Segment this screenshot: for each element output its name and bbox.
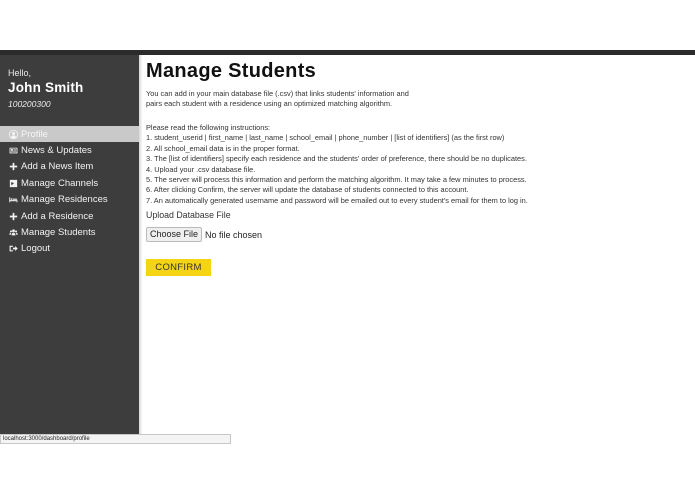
instructions bbox=[146, 123, 528, 206]
sidebar-item-news-updates[interactable] bbox=[0, 142, 139, 158]
instruction-item: 3. The [list of identifiers] specify each residence and the students' order of preference, there should be no duplicates. bbox=[146, 154, 527, 164]
bed-icon bbox=[8, 195, 18, 205]
file-input bbox=[146, 227, 262, 242]
plus-icon bbox=[8, 162, 18, 172]
channel-icon bbox=[8, 178, 18, 188]
intro-line: pairs each student with a residence using an optimized matching algorithm. bbox=[146, 99, 393, 109]
choose-file-button[interactable]: Choose File bbox=[146, 227, 202, 242]
instruction-item: 7. An automatically generated username and password will be emailed out to every student's email for them to log in. bbox=[146, 195, 528, 205]
user-id: 100200300 bbox=[8, 99, 51, 109]
page-title: Manage Students bbox=[146, 60, 317, 82]
users-icon bbox=[8, 228, 18, 238]
sidebar-item-label: Manage Residences bbox=[21, 194, 108, 206]
instruction-item: 4. Upload your .csv database file. bbox=[146, 164, 256, 174]
sidebar-item-label: Add a Residence bbox=[21, 210, 94, 222]
sidebar-item-label: Manage Students bbox=[21, 227, 96, 239]
sidebar-item-manage-residences[interactable] bbox=[0, 192, 139, 208]
user-circle-icon bbox=[8, 129, 18, 139]
sidebar-item-manage-students[interactable] bbox=[0, 224, 139, 240]
file-status: No file chosen bbox=[205, 229, 263, 240]
sidebar-item-logout[interactable] bbox=[0, 241, 139, 257]
sidebar bbox=[0, 55, 139, 434]
user-name: John Smith bbox=[8, 80, 84, 95]
intro-text bbox=[146, 89, 446, 110]
instructions-heading: Please read the following instructions: bbox=[146, 123, 271, 132]
sidebar-item-label: Profile bbox=[21, 128, 48, 140]
greeting: Hello, bbox=[8, 68, 32, 78]
sidebar-item-label: Manage Channels bbox=[21, 177, 99, 189]
sidebar-item-label: News & Updates bbox=[21, 145, 92, 157]
instruction-item: 5. The server will process this information and perform the matching algorithm. It may take a few minutes to process. bbox=[146, 174, 527, 184]
instruction-item: 1. student_userid | first_name | last_name | school_email | phone_number | [list of identifiers] (as the first row) bbox=[146, 133, 505, 143]
plus-icon bbox=[8, 211, 18, 221]
sidebar-nav bbox=[0, 126, 139, 257]
sidebar-item-label: Logout bbox=[21, 243, 51, 255]
upload-label: Upload Database File bbox=[146, 210, 231, 220]
sidebar-item-profile[interactable] bbox=[0, 126, 139, 142]
sidebar-item-manage-channels[interactable] bbox=[0, 175, 139, 191]
confirm-button[interactable]: CONFIRM bbox=[146, 259, 211, 276]
instruction-item: 6. After clicking Confirm, the server will update the database of students connected to this account. bbox=[146, 185, 469, 195]
sidebar-item-label: Add a News Item bbox=[21, 161, 94, 173]
sidebar-item-add-news[interactable] bbox=[0, 159, 139, 175]
newspaper-icon bbox=[8, 146, 18, 156]
intro-line: You can add in your main database file (.csv) that links students' information and bbox=[146, 89, 409, 98]
sign-out-icon bbox=[8, 244, 18, 254]
sidebar-item-add-residence[interactable] bbox=[0, 208, 139, 224]
status-bar-url: localhost:3000/dashboard/profile bbox=[0, 434, 231, 444]
instruction-item: 2. All school_email data is in the proper format. bbox=[146, 143, 300, 153]
sidebar-shadow bbox=[139, 55, 142, 434]
